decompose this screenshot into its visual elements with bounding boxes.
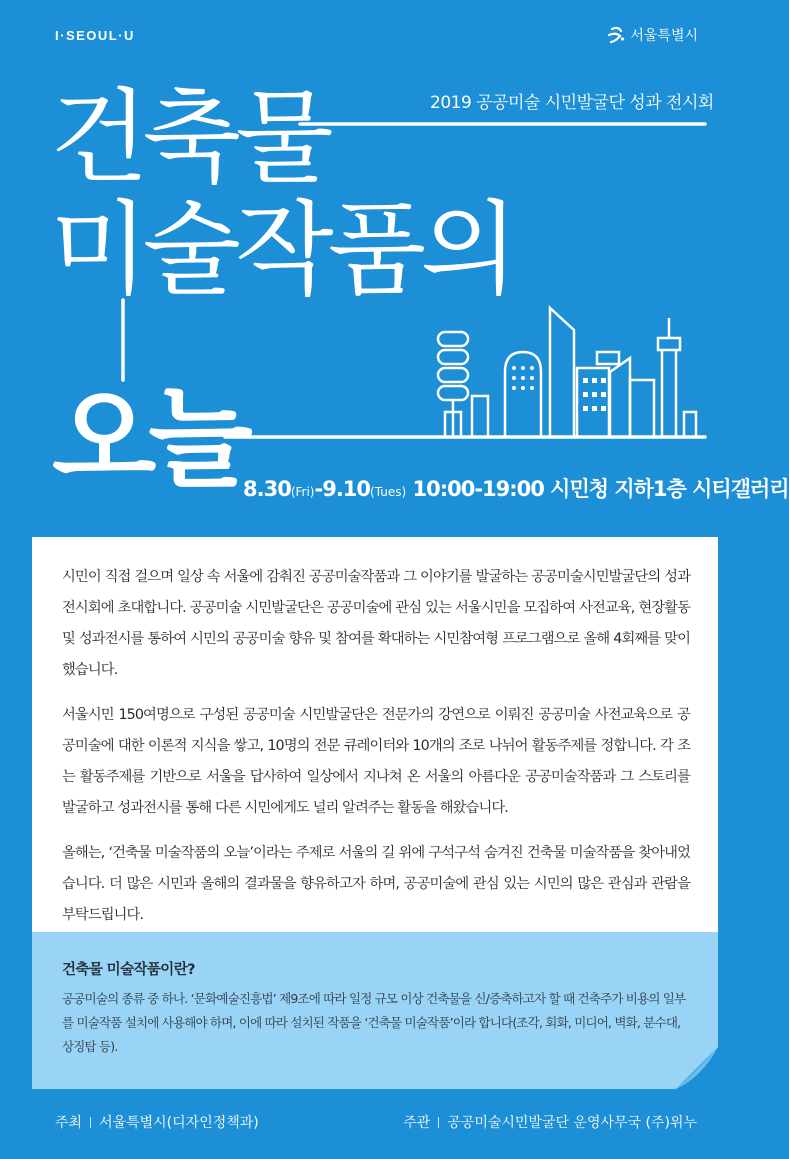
definition-box (32, 932, 718, 1089)
start-date: 8.30 (243, 477, 291, 501)
iseoulu-logo: I·SEOUL·U (55, 28, 135, 43)
organizer-label: 주관 (403, 1115, 431, 1131)
paragraph-2: 서울시민 150여명으로 구성된 공공미술 시민발굴단은 전문가의 강연으로 이뤄진 공공미술 사전교육으로 공공미술에 대한 이론적 지식을 쌓고, 10명의 전문 큐레이터와 10개의 조로 나뉘어 활동주제를 정합니다. 각 조는 활동주제를 기반으로 서울을 답사하여 일상에서 지나쳐 온 서울의 아름다운 공공미술작품과 그 스토리를 발굴하고 성과전시를 통해 다른 시민에게도 널리 알려주는 활동을 해왔습니다. (62, 707, 690, 816)
organizer-value: 공공미술시민발굴단 운영사무국 (주)위누 (447, 1115, 697, 1131)
description-card (32, 537, 718, 1089)
time-place: 10:00-19:00 시민청 지하1층 시티갤러리 (406, 477, 789, 501)
paragraph-3: 올해는, ‘건축물 미술작품의 오늘’이라는 주제로 서울의 길 위에 구석구석 숨겨진 건축물 미술작품을 찾아내었습니다. 더 많은 시민과 올해의 결과물을 향유하고자 하며, 공공미술에 관심 있는 시민의 많은 관심과 관람을 부탁드립니다. (62, 845, 690, 923)
host-credit (55, 1112, 259, 1132)
definition-title: 건축물 미술작품이란? (62, 962, 195, 978)
footer (0, 1100, 750, 1140)
start-day: (Fri) (290, 485, 315, 499)
title-line-1: 건축물 (50, 79, 328, 198)
title-line-3: 오늘 (52, 377, 245, 502)
title-line-2: 미술작품의 (50, 191, 513, 310)
exhibition-subtitle: 2019 공공미술 시민발굴단 성과 전시회 (430, 93, 714, 113)
definition-text: 공공미술의 종류 중 하나. ‘문화예술진흥법’ 제9조에 따라 일정 규모 이상 건축물을 신/증축하고자 할 때 건축주가 비용의 일부를 미술작품 설치에 사용해야 하며, 이에 따라 설치된 작품을 ‘건축물 미술작품’이라 합니다(조각, 회화, 미디어, 벽화, 분수대, 상징탑 등). (62, 991, 686, 1054)
page-fold-corner (676, 1047, 718, 1089)
divider (90, 1117, 91, 1128)
event-info (243, 473, 789, 503)
divider (438, 1117, 439, 1128)
host-label: 주최 (55, 1115, 83, 1131)
end-day: (Tues) (370, 485, 407, 499)
seoul-city-label: 서울특별시 (630, 28, 698, 44)
description-body (62, 562, 690, 945)
host-value: 서울특별시(디자인정책과) (99, 1115, 259, 1131)
organizer-credit (403, 1112, 697, 1132)
paragraph-1: 시민이 직접 걸으며 일상 속 서울에 감춰진 공공미술작품과 그 이야기를 발굴하는 공공미술시민발굴단의 성과전시회에 초대합니다. 공공미술 시민발굴단은 공공미술에 관심 있는 서울시민을 모집하여 사전교육, 현장활동 및 성과전시를 통하여 시민의 공공미술 향유 및 참여를 확대하는 시민참여형 프로그램으로 올해 4회째를 맞이했습니다. (62, 569, 690, 678)
end-date: -9.10 (314, 477, 371, 501)
